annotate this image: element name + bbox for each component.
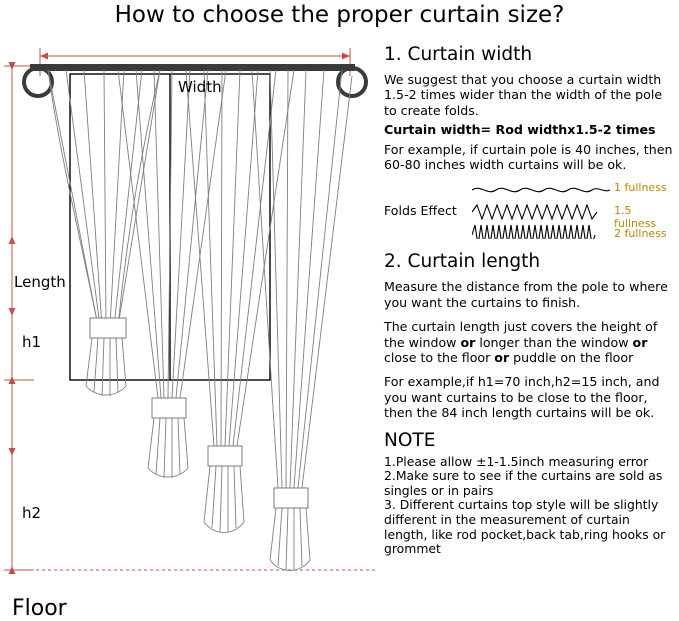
curtain-diagram-svg — [0, 36, 380, 614]
section-heading-curtain-length: 2. Curtain length — [384, 251, 541, 273]
instructions-column — [384, 44, 676, 557]
curtain-length-paragraph-3: For example,if h1=70 inch,h2=15 inch, and you want curtains to be close to the floor, then the 84 inch length curtains will be ok. — [384, 374, 660, 421]
label-width: Width — [178, 78, 222, 96]
length-p2-part-d: puddle on the floor — [509, 350, 634, 366]
fullness-label-2: 2 fullness — [614, 227, 667, 241]
label-h2: h2 — [22, 504, 42, 522]
curtain-width-paragraph-1: We suggest that you choose a curtain width 1.5-2 times wider than the width of the pole to create folds. — [384, 72, 663, 118]
curtain-width-formula: Curtain width= Rod widthx1.5-2 times — [384, 122, 656, 138]
fullness-label-1: 1 fullness — [614, 181, 667, 195]
length-p2-part-b: longer than the window — [475, 334, 633, 350]
length-p2-part-a: The curtain length just covers the height of the window — [384, 319, 658, 350]
section-heading-curtain-width: 1. Curtain width — [384, 44, 533, 65]
note-item-1: 1.Please allow ±1-1.5inch measuring error — [384, 453, 649, 469]
curtain-diagram — [0, 36, 380, 621]
length-p2-part-c: close to the floor — [384, 350, 495, 366]
folds-effect-row — [384, 181, 676, 241]
label-h1: h1 — [22, 333, 42, 351]
folds-effect-waves — [472, 181, 612, 239]
curtain-length-paragraph-1: Measure the distance from the pole to where you want the curtains to finish. — [384, 279, 668, 310]
length-p2-or-3: or — [494, 350, 510, 366]
label-length: Length — [14, 273, 66, 291]
length-p2-or-2: or — [632, 334, 648, 350]
length-p2-or-1: or — [460, 334, 476, 350]
note-list — [384, 455, 676, 557]
curtain-width-paragraph-2: For example, if curtain pole is 40 inches, then 60-80 inches width curtains will be ok. — [384, 141, 673, 173]
curtain-length-paragraph-2 — [384, 319, 676, 365]
note-item-2: 2.Make sure to see if the curtains are sold as singles or in pairs — [384, 468, 663, 498]
folds-effect-label: Folds Effect — [384, 203, 457, 219]
fullness-label-1-5: 1.5 fullness — [614, 204, 657, 231]
page-title: How to choose the proper curtain size? — [114, 2, 565, 28]
section-heading-note: NOTE — [384, 429, 436, 451]
note-item-3: 3. Different curtains top style will be slightly different in the measurement of curtain length, like rod pocket,back tab,ring hooks or grommet — [384, 497, 666, 557]
label-floor: Floor — [12, 596, 67, 621]
